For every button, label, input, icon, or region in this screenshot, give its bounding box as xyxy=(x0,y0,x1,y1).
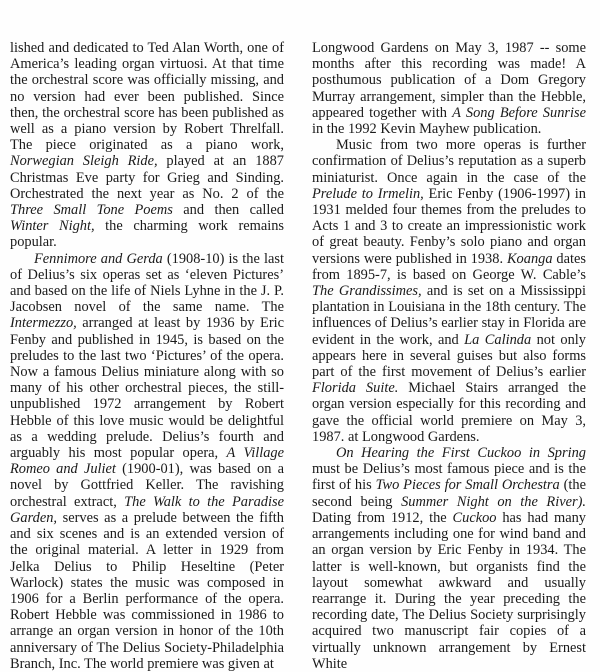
paragraph-irmelin-koanga xyxy=(312,137,586,445)
text-run: Music from two more operas is further confirmation of Delius’s reputation as a superb miniaturist. Once again in the case of the xyxy=(312,137,586,186)
right-column xyxy=(312,40,586,672)
text-run: has had many arrangements including one for wind band and an organ version by Eric Fenby in 1934. The latter is well-known, but organists find the layout somewhat awkward and usually rearrange it. During the year preceding the recording date, The Delius Society surprisingly acquired two manuscript fair copies of a virtually unknown arrangement by Ernest White xyxy=(312,509,586,672)
text-run: (1900-01), was based on a novel by Gottfried Keller. The ravishing orchestral extract, xyxy=(10,461,284,510)
title-village-romeo: A Village Romeo and Juliet xyxy=(10,445,285,478)
title-prelude-to-irmelin: Prelude to Irmelin, xyxy=(312,185,424,202)
text-run: Michael Stairs arranged the organ version especially for this recording and gave the official world premiere on May 3, 1987. at Longwood Gardens. xyxy=(312,380,586,445)
paragraph-longwood xyxy=(312,40,586,137)
title-walk-paradise-garden: The Walk to the Paradise Garden, xyxy=(10,493,284,526)
text-run: Longwood Gardens on May 3, 1987 -- some months after this recording was made! A posthumous publication of a Dom Gregory Murray arrangement, simpler than the Hebble, appeared together with xyxy=(312,40,586,121)
paragraph-cuckoo xyxy=(312,445,586,672)
paragraph-fennimore xyxy=(10,251,284,672)
paragraph-sleigh-ride xyxy=(10,40,284,251)
text-run: dates from 1895-7, is based on George W. Cable’s xyxy=(312,250,586,283)
text-run: serves as a prelude between the fifth and six scenes and is an extended version of the original material. A letter in 1929 from Jelka Delius to Philip Heseltine (Peter Warlock) states the music was composed in 1906 for a Berlin performance of the opera. Robert Hebble was commissioned in 1986 to arrange an organ version in honor of the 10th anniversary of The Delius Society-Philadelphia Branch, Inc. The world premiere was given at xyxy=(10,509,284,672)
title-intermezzo: Intermezzo, xyxy=(10,315,77,332)
title-la-calinda: La Calinda xyxy=(464,331,532,348)
text-run: the charming work remains popular. xyxy=(10,218,284,251)
text-run: and is set on a Mississippi plantation in Louisiana in the 18th century. The influences of Delius’s earlier stay in Florida are evident in the work, and xyxy=(312,283,587,348)
title-norwegian-sleigh-ride: Norwegian Sleigh Ride, xyxy=(10,153,158,170)
text-run: played at an 1887 Christmas Eve party for Grieg and Sinding. Orchestrated the next year as No. 2 of the xyxy=(10,153,284,202)
text-run: (1908-10) is the last of Delius’s six operas set as ‘eleven Pictures’ and based on the life of Niels Lyhne in the J. P. Jacobsen novel of the same name. The xyxy=(10,250,284,316)
title-cuckoo: Cuckoo xyxy=(452,509,497,526)
text-run: not only appears here in several guises but also forms part of the first movement of Delius’s earlier xyxy=(312,331,586,381)
title-fennimore-and-gerda: Fennimore and Gerda xyxy=(34,250,163,267)
left-column xyxy=(10,40,284,672)
text-run: Eric Fenby (1906-1997) in 1931 melded four themes from the preludes to Acts 1 and 3 to create an impressionistic work of great beauty. Fenby’s solo piano and organ versions were published in 1938. xyxy=(312,185,587,267)
text-run: must be Delius’s most famous piece and is the first of his xyxy=(312,461,586,494)
title-winter-night: Winter Night, xyxy=(10,218,95,235)
text-run: lished and dedicated to Ted Alan Worth, one of America’s leading organ virtuosi. At that time the orchestral score was officially missing, and no version had ever been published. Since then, the orchestral score has been published as well as a piano version by Robert Threlfall. The piece originated as a piano work, xyxy=(10,40,284,154)
column-gutter xyxy=(294,40,295,620)
title-the-grandissimes: The Grandissimes, xyxy=(312,283,422,300)
title-three-small-tone-poems: Three Small Tone Poems xyxy=(10,202,173,219)
title-florida-suite: Florida Suite. xyxy=(312,380,399,397)
text-run: in the 1992 Kevin Mayhew publication. xyxy=(312,121,542,138)
text-run: and then called xyxy=(172,202,285,219)
text-run: (the second being xyxy=(312,477,586,510)
title-summer-night: Summer Night on the River). xyxy=(401,493,586,510)
title-koanga: Koanga xyxy=(506,250,553,267)
title-two-pieces: Two Pieces for Small Orchestra xyxy=(375,477,560,494)
text-run: Dating from 1912, the xyxy=(312,509,453,526)
title-song-before-sunrise: A Song Before Sunrise xyxy=(452,104,586,121)
text-run: arranged at least by 1936 by Eric Fenby and published in 1945, is based on the preludes to the last two ‘Pictures’ of the opera. Now a famous Delius miniature along with so many of his other orchestral pieces, the still-unpublished 1972 arrangement by Robert Hebble of this love music would be delightful as a wedding prelude. Delius’s fourth and arguably his most popular opera, xyxy=(10,315,284,462)
title-first-cuckoo: On Hearing the First Cuckoo in Spring xyxy=(336,445,586,462)
